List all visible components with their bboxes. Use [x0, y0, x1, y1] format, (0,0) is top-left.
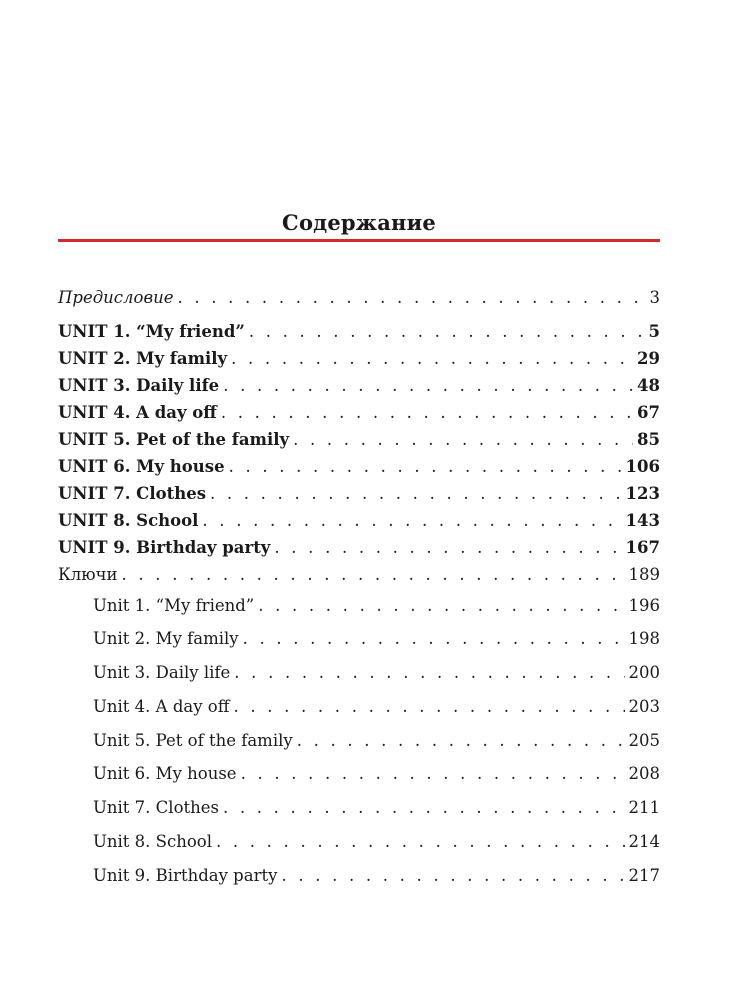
toc-entry-label: Unit 7. Clothes — [93, 798, 219, 817]
toc-entry-unit-2[interactable] — [58, 348, 660, 370]
dot-leader — [221, 402, 633, 424]
toc-entry-page: 203 — [628, 697, 660, 716]
dot-leader — [258, 595, 624, 617]
dot-leader — [231, 348, 633, 370]
toc-entry-preface[interactable] — [58, 287, 660, 309]
dot-leader — [229, 456, 622, 478]
toc-entry-keys[interactable] — [58, 564, 660, 586]
toc-entry-label: Ключи — [58, 565, 118, 584]
toc-entry-unit-9[interactable] — [58, 537, 660, 559]
toc-entry-page: 214 — [628, 832, 660, 851]
toc-entry-unit-4[interactable] — [58, 402, 660, 424]
toc-entry-label: Unit 1. “My friend” — [93, 596, 255, 615]
toc-entry-page: 85 — [637, 430, 660, 449]
toc-entry-label: UNIT 2. My family — [58, 349, 228, 368]
dot-leader — [122, 564, 625, 586]
toc-entry-page: 217 — [628, 866, 660, 885]
toc-entry-label: Unit 6. My house — [93, 764, 237, 783]
toc-entry-label: Предисловие — [58, 288, 174, 307]
dot-leader — [293, 429, 633, 451]
toc-entry-unit-1[interactable] — [58, 321, 660, 343]
toc-entry-page: 167 — [625, 538, 660, 557]
dot-leader — [223, 797, 625, 819]
toc-entry-label: Unit 3. Daily life — [93, 663, 231, 682]
dot-leader — [249, 321, 645, 343]
toc-entry-page: 5 — [648, 322, 660, 341]
dot-leader — [274, 537, 621, 559]
toc-entry-label: UNIT 9. Birthday party — [58, 538, 271, 557]
toc-entry-keys-unit-7[interactable] — [93, 797, 660, 819]
table-of-contents — [58, 0, 660, 1001]
toc-entry-unit-8[interactable] — [58, 510, 660, 532]
toc-entry-keys-unit-1[interactable] — [93, 595, 660, 617]
dot-leader — [210, 483, 622, 505]
toc-entry-unit-3[interactable] — [58, 375, 660, 397]
toc-entry-page: 208 — [628, 764, 660, 783]
toc-entry-label: Unit 9. Birthday party — [93, 866, 278, 885]
toc-entry-page: 123 — [625, 484, 660, 503]
toc-entry-page: 200 — [628, 663, 660, 682]
toc-entry-label: UNIT 7. Clothes — [58, 484, 206, 503]
toc-entry-keys-unit-3[interactable] — [93, 662, 660, 684]
toc-entry-keys-unit-2[interactable] — [93, 628, 660, 650]
toc-entry-page: 29 — [637, 349, 660, 368]
toc-entry-label: UNIT 8. School — [58, 511, 199, 530]
dot-leader — [281, 865, 624, 887]
toc-entry-label: UNIT 4. A day off — [58, 403, 217, 422]
toc-entry-label: Unit 5. Pet of the family — [93, 731, 293, 750]
toc-entry-page: 196 — [628, 596, 660, 615]
dot-leader — [297, 730, 625, 752]
toc-entry-keys-unit-4[interactable] — [93, 696, 660, 718]
dot-leader — [234, 662, 624, 684]
dot-leader — [202, 510, 621, 532]
dot-leader — [177, 287, 645, 309]
toc-entry-label: UNIT 1. “My friend” — [58, 322, 245, 341]
toc-entry-page: 67 — [637, 403, 660, 422]
toc-entry-unit-6[interactable] — [58, 456, 660, 478]
toc-entry-label: UNIT 3. Daily life — [58, 376, 220, 395]
dot-leader — [243, 628, 625, 650]
toc-entry-keys-unit-6[interactable] — [93, 763, 660, 785]
toc-entry-page: 106 — [625, 457, 660, 476]
toc-entry-page: 198 — [628, 629, 660, 648]
toc-entry-label: UNIT 5. Pet of the family — [58, 430, 290, 449]
toc-entry-page: 48 — [637, 376, 660, 395]
toc-entry-label: Unit 4. A day off — [93, 697, 230, 716]
toc-entry-keys-unit-9[interactable] — [93, 865, 660, 887]
toc-entry-label: Unit 8. School — [93, 832, 212, 851]
dot-leader — [233, 696, 624, 718]
toc-entry-unit-7[interactable] — [58, 483, 660, 505]
toc-entry-label: UNIT 6. My house — [58, 457, 225, 476]
dot-leader — [241, 763, 625, 785]
toc-entry-page: 211 — [628, 798, 660, 817]
toc-entry-page: 3 — [649, 288, 660, 307]
toc-entry-page: 143 — [625, 511, 660, 530]
toc-entry-page: 189 — [628, 565, 660, 584]
toc-entry-page: 205 — [628, 731, 660, 750]
page-title: Содержание — [282, 210, 436, 235]
toc-entry-keys-unit-5[interactable] — [93, 730, 660, 752]
toc-entry-unit-5[interactable] — [58, 429, 660, 451]
dot-leader — [223, 375, 633, 397]
dot-leader — [216, 831, 625, 853]
toc-entry-label: Unit 2. My family — [93, 629, 239, 648]
toc-entry-keys-unit-8[interactable] — [93, 831, 660, 853]
